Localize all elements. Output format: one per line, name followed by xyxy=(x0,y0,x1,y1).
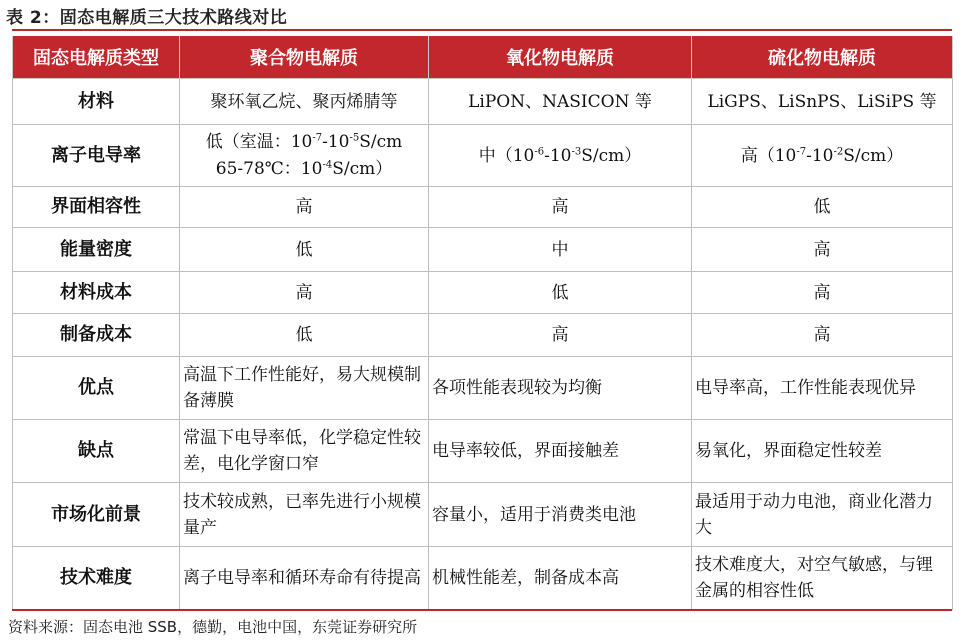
cell: 中 xyxy=(429,228,692,272)
cell: 低 xyxy=(692,187,953,228)
cell: 高 xyxy=(180,272,429,314)
exponent: -7 xyxy=(312,131,323,143)
source-note: 资料来源：固态电池 SSB，德勤，电池中国，东莞证券研究所 xyxy=(8,618,418,636)
table-caption: 表 2：固态电解质三大技术路线对比 xyxy=(6,8,288,28)
cell: 常温下电导率低，化学稳定性较差，电化学窗口窄 xyxy=(180,420,429,483)
table-row xyxy=(13,187,953,228)
row-label: 材料 xyxy=(13,79,180,125)
row-label: 缺点 xyxy=(13,420,180,483)
exponent: -2 xyxy=(833,145,844,157)
conductivity-text: 低（室温：10 xyxy=(205,131,313,152)
row-label: 界面相容性 xyxy=(13,187,180,228)
cell xyxy=(692,125,953,187)
cell: 容量小，适用于消费类电池 xyxy=(429,483,692,547)
cell: 最适用于动力电池，商业化潜力大 xyxy=(692,483,953,547)
row-label: 市场化前景 xyxy=(13,483,180,547)
conductivity-text: 65-78℃：10 xyxy=(215,158,323,179)
row-label: 优点 xyxy=(13,357,180,420)
cell: 高 xyxy=(692,314,953,357)
row-label: 制备成本 xyxy=(13,314,180,357)
comparison-table xyxy=(12,36,953,610)
table-row xyxy=(13,547,953,610)
table-row xyxy=(13,79,953,125)
table-row xyxy=(13,272,953,314)
cell: 技术较成熟，已率先进行小规模量产 xyxy=(180,483,429,547)
table-row xyxy=(13,228,953,272)
row-label: 能量密度 xyxy=(13,228,180,272)
table-row xyxy=(13,483,953,547)
conductivity-text: -10 xyxy=(806,145,834,166)
cell: LiPON、NASICON 等 xyxy=(429,79,692,125)
exponent: -6 xyxy=(534,145,545,157)
cell: 高 xyxy=(692,272,953,314)
conductivity-text: 中（10 xyxy=(478,145,535,166)
table-row xyxy=(13,125,953,187)
row-label: 离子电导率 xyxy=(13,125,180,187)
row-label: 技术难度 xyxy=(13,547,180,610)
table-row xyxy=(13,314,953,357)
cell: 低 xyxy=(180,228,429,272)
cell: 离子电导率和循环寿命有待提高 xyxy=(180,547,429,610)
conductivity-text: S/cm xyxy=(359,131,403,152)
cell: 高温下工作性能好，易大规模制备薄膜 xyxy=(180,357,429,420)
cell: LiGPS、LiSnPS、LiSiPS 等 xyxy=(692,79,953,125)
header-sulfide: 硫化物电解质 xyxy=(692,36,953,79)
row-label: 材料成本 xyxy=(13,272,180,314)
cell: 机械性能差，制备成本高 xyxy=(429,547,692,610)
top-rule xyxy=(12,29,952,31)
cell: 高 xyxy=(429,187,692,228)
conductivity-text: -10 xyxy=(322,131,350,152)
cell: 聚环氧乙烷、聚丙烯腈等 xyxy=(180,79,429,125)
cell: 易氧化，界面稳定性较差 xyxy=(692,420,953,483)
conductivity-text: -10 xyxy=(544,145,572,166)
cell: 各项性能表现较为均衡 xyxy=(429,357,692,420)
header-oxide: 氧化物电解质 xyxy=(429,36,692,79)
header-type: 固态电解质类型 xyxy=(13,36,180,79)
cell: 高 xyxy=(429,314,692,357)
cell: 电导率较低，界面接触差 xyxy=(429,420,692,483)
table-row xyxy=(13,357,953,420)
header-polymer: 聚合物电解质 xyxy=(180,36,429,79)
header-row xyxy=(13,36,953,79)
cell: 低 xyxy=(429,272,692,314)
cell: 低 xyxy=(180,314,429,357)
exponent: -3 xyxy=(571,145,582,157)
exponent: -7 xyxy=(796,145,807,157)
conductivity-text: 高（10 xyxy=(740,145,797,166)
exponent: -5 xyxy=(349,131,360,143)
cell: 技术难度大，对空气敏感，与锂金属的相容性低 xyxy=(692,547,953,610)
cell xyxy=(180,125,429,187)
cell: 高 xyxy=(692,228,953,272)
exponent: -4 xyxy=(322,158,333,170)
cell: 高 xyxy=(180,187,429,228)
table-row xyxy=(13,420,953,483)
cell: 电导率高，工作性能表现优异 xyxy=(692,357,953,420)
conductivity-text: S/cm） xyxy=(581,145,642,166)
conductivity-text: S/cm） xyxy=(332,158,393,179)
bottom-rule xyxy=(12,609,952,611)
conductivity-text: S/cm） xyxy=(843,145,904,166)
cell xyxy=(429,125,692,187)
